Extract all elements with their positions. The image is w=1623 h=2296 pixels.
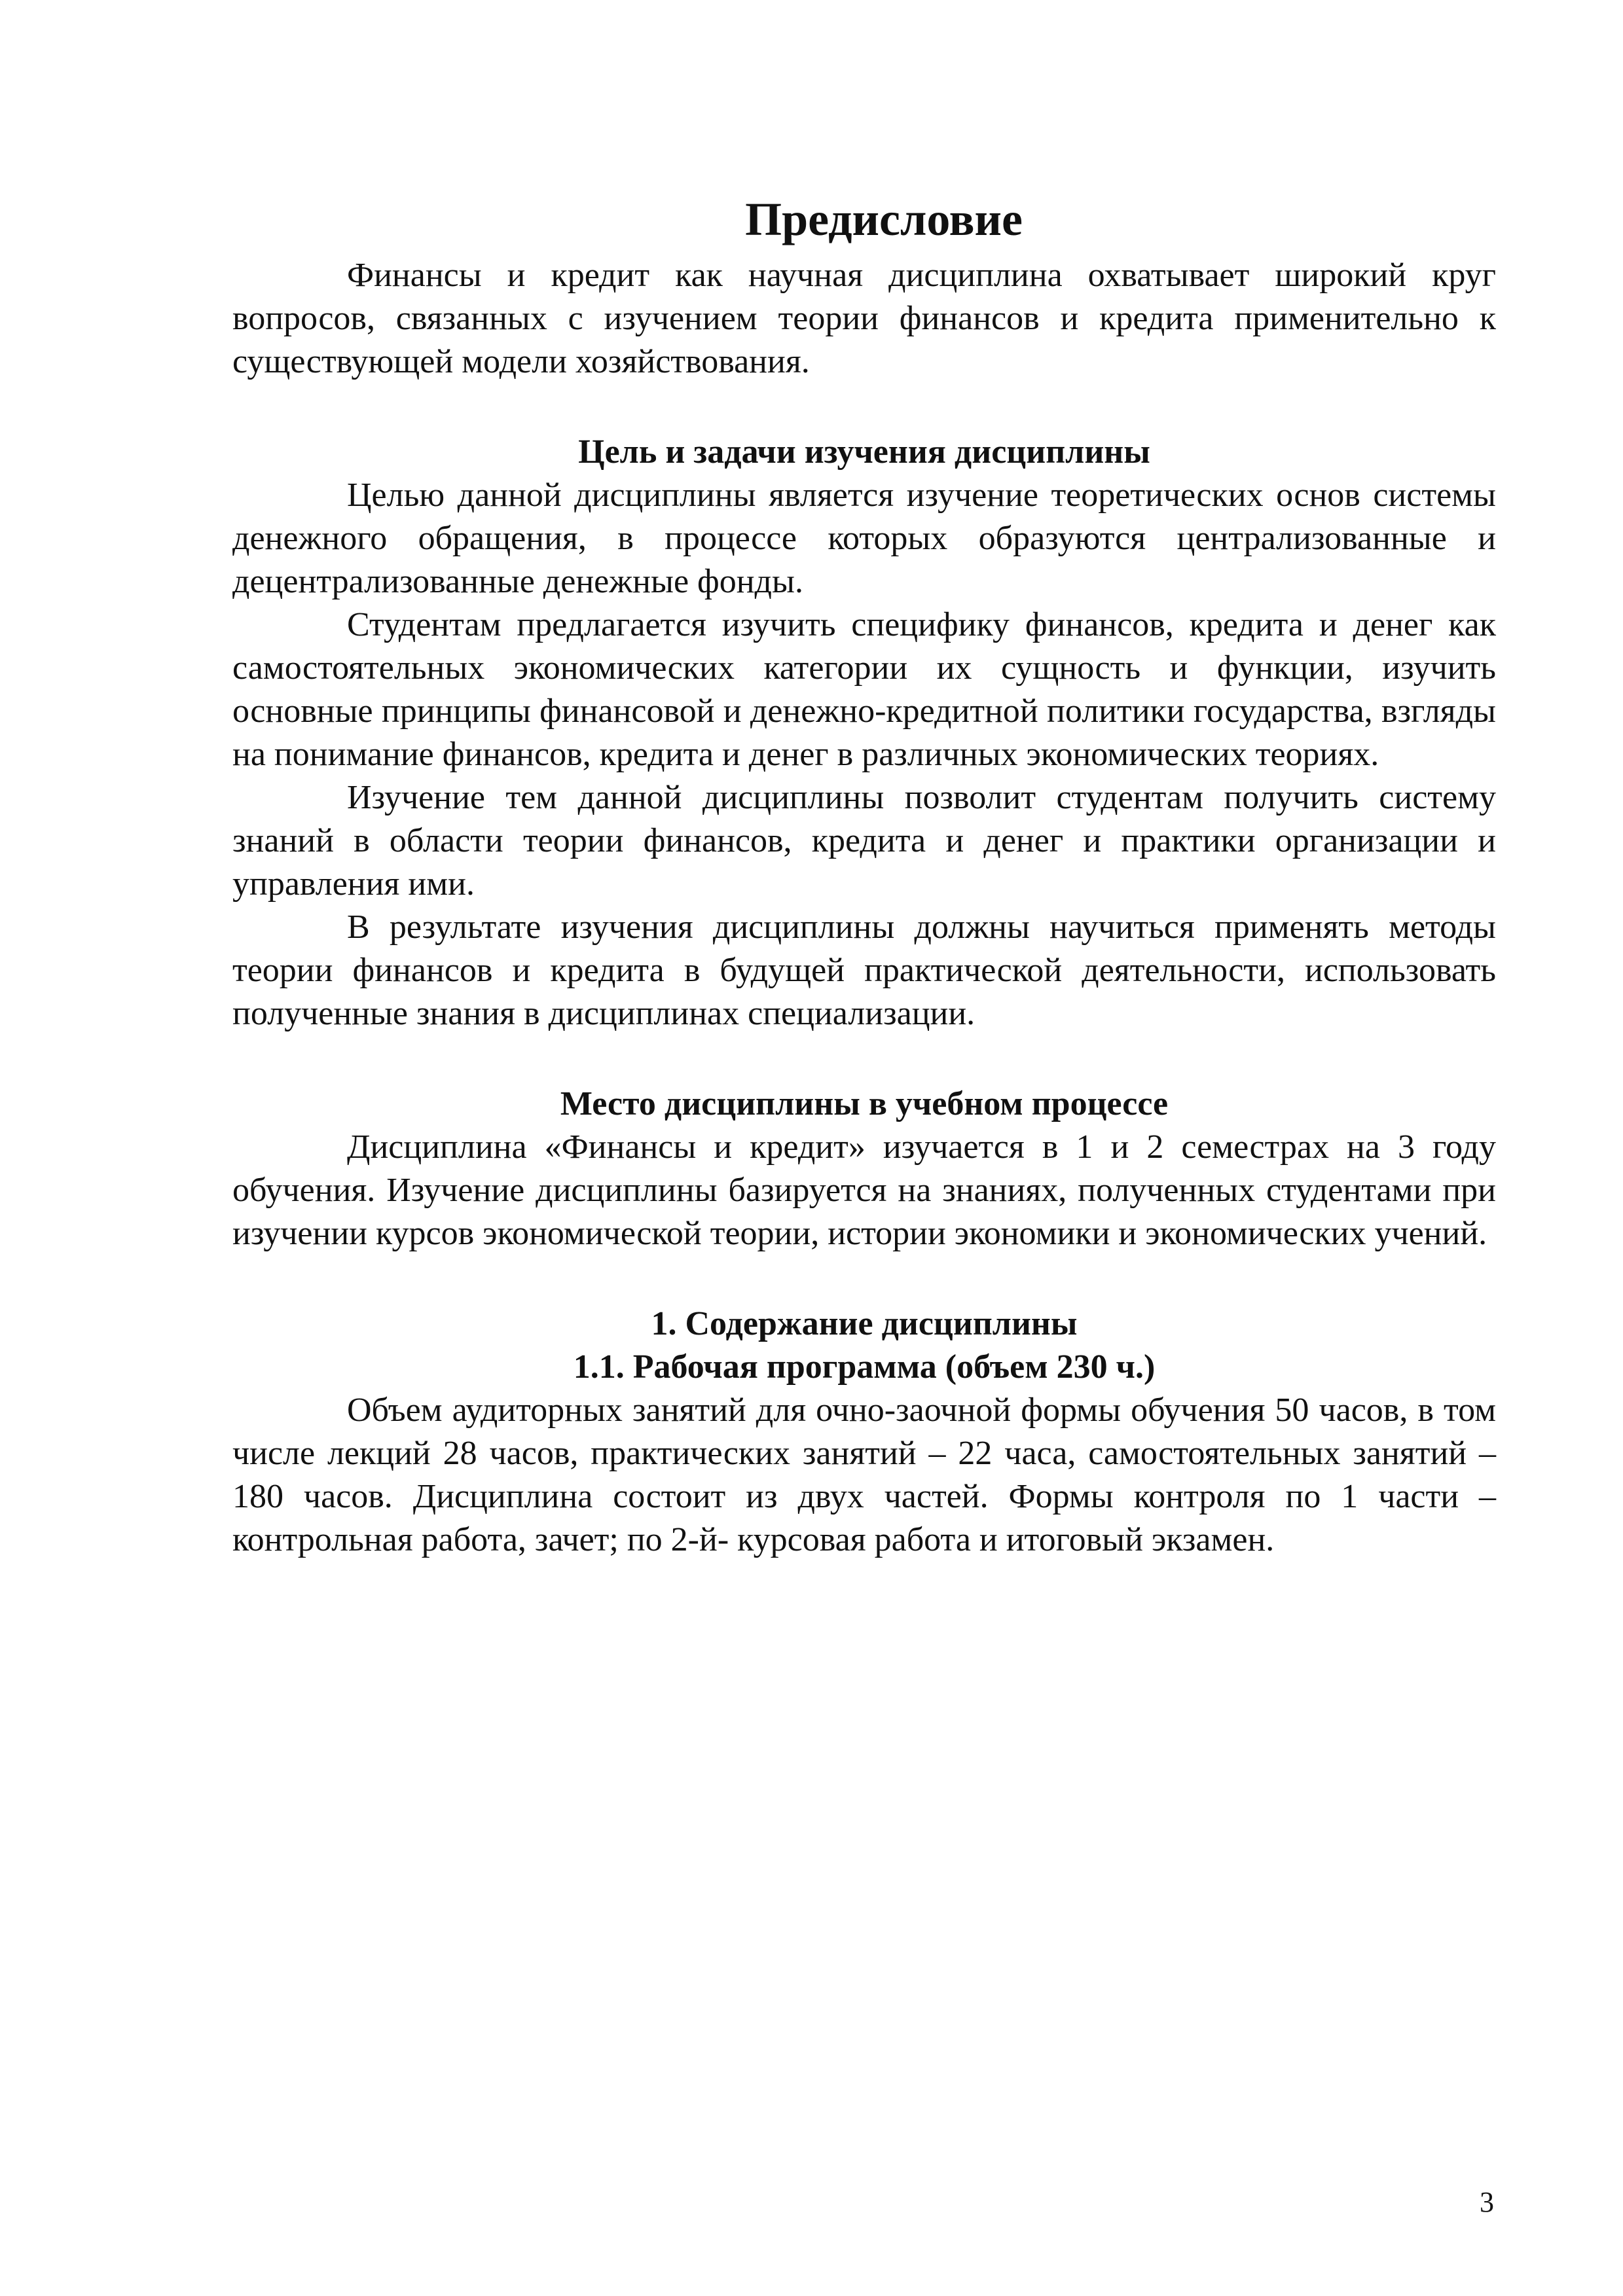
section-spacer [232,1255,1496,1302]
intro-paragraph: Финансы и кредит как научная дисциплина охватывает широкий круг вопросов, связанных с изучением теории финансов и кредита применительно к существующей модели хозяйствования. [232,257,1496,380]
section-heading-goals: Цель и задачи изучения дисциплины [578,433,1150,471]
place-paragraph-1: Дисциплина «Финансы и кредит» изучается в 1 и 2 семестрах на 3 году обучения. Изучение дисциплины базируется на знаниях, полученных студентами при изучении курсов экономической теории, истории экономики и экономических учений. [232,1128,1496,1252]
goals-paragraph-3: Изучение тем данной дисциплины позволит студентам получить систему знаний в области теории финансов, кредита и денег и практики организации и управления ими. [232,779,1496,903]
section-spacer [232,1035,1496,1083]
goals-paragraph-2: Студентам предлагается изучить специфику финансов, кредита и денег как самостоятельных экономических категории их сущность и функции, изучить основные принципы финансовой и денежно-кредитной политики государства, взгляды на понимание финансов, кредита и денег в различных экономических теориях. [232,606,1496,773]
section-subheading-program: 1.1. Рабочая программа (объем 230 ч.) [573,1348,1156,1386]
goals-paragraph-4: В результате изучения дисциплины должны научиться применять методы теории финансов и кредита в будущей практической деятельности, использовать полученные знания в дисциплинах специализации. [232,908,1496,1032]
page-title: Предисловие [745,193,1023,245]
page-number: 3 [1480,2186,1494,2218]
section-heading-content: 1. Содержание дисциплины [651,1305,1078,1342]
section-heading-place: Место дисциплины в учебном процессе [560,1085,1169,1122]
document-page [232,190,1496,1562]
section-spacer [232,384,1496,431]
goals-paragraph-1: Целью данной дисциплины является изучение теоретических основ системы денежного обращения, в процессе которых образуются централизованные и децентрализованные денежные фонды. [232,476,1496,600]
content-paragraph-1: Объем аудиторных занятий для очно-заочной формы обучения 50 часов, в том числе лекций 28 часов, практических занятий – 22 часа, самостоятельных занятий – 180 часов. Дисциплина состоит из двух частей. Формы контроля по 1 части – контрольная работа, зачет; по 2-й- курсовая работа и итоговый экзамен. [232,1391,1496,1558]
